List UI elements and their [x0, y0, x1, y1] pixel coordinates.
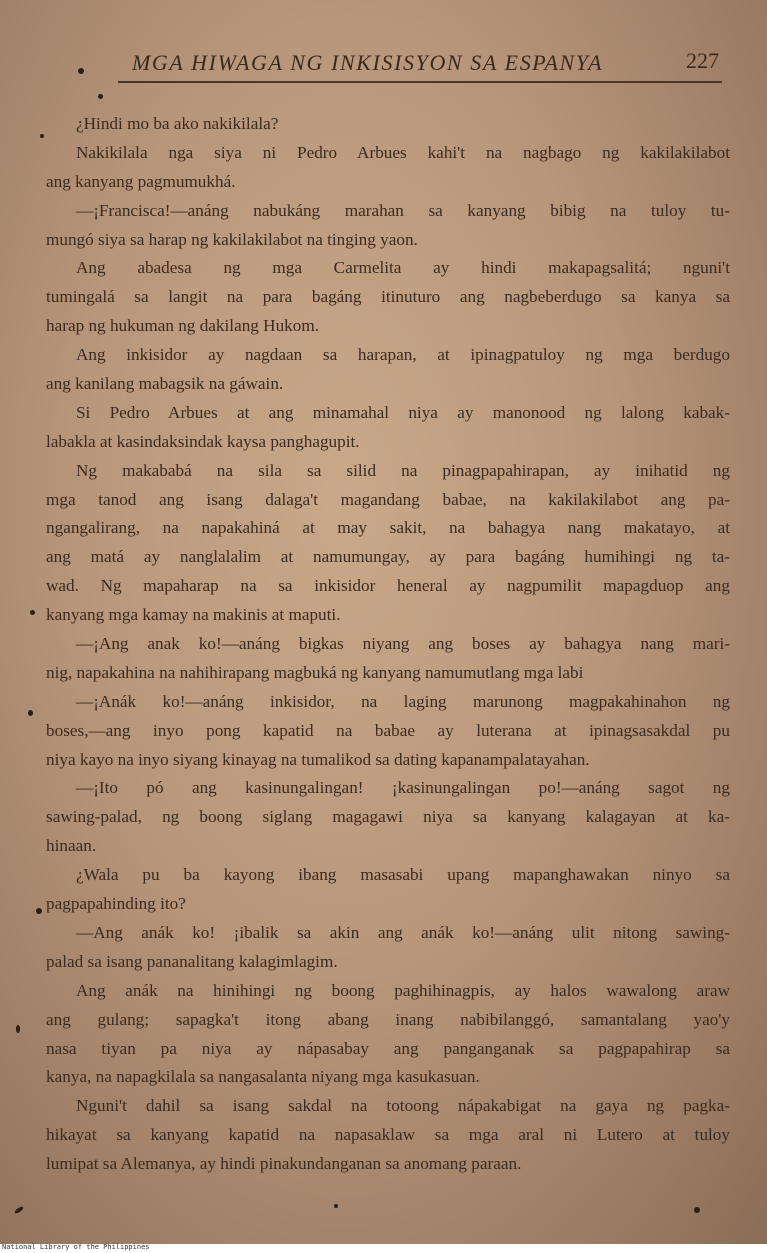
- paragraph: [46, 1092, 730, 1179]
- paragraph: [46, 977, 730, 1093]
- scan-speck: [30, 610, 35, 615]
- text-line: Si Pedro Arbues at ang minamahal niya ay manonood ng lalong kabak-: [76, 402, 730, 422]
- text-line: Ang anák na hinihingi ng boong paghihinagpis, ay halos wawalong araw: [76, 980, 730, 1000]
- text-line: Ng makababá na sila sa silid na pinagpapahirapan, ay inihatid ng: [76, 460, 730, 480]
- paragraph: [46, 254, 730, 341]
- text-line: harap ng hukuman ng dakilang Hukom.: [46, 316, 320, 336]
- text-line: pagpapahinding ito?: [46, 894, 186, 914]
- scan-speck: [16, 1025, 20, 1033]
- text-line: nig, napakahina na nahihirapang magbuká ng kanyang namumutlang mga labi: [46, 662, 584, 682]
- library-credit: National Library of the Philippines: [2, 1243, 150, 1251]
- scan-speck: [28, 710, 33, 716]
- header-rule: [118, 81, 722, 83]
- page-header: [0, 44, 767, 84]
- paragraph: [46, 139, 730, 197]
- text-line: —Ang anák ko! ¡ibalik sa akin ang anák ko!—anáng ulit nitong sawing-: [76, 922, 730, 942]
- text-line: ang kanilang mabagsik na gáwain.: [46, 374, 284, 394]
- text-line: —¡Ito pó ang kasinungalingan! ¡kasinungalingan po!—anáng sagot ng: [76, 778, 730, 798]
- text-line: Nakikilala nga siya ni Pedro Arbues kahi't na nagbago ng kakilakilabot: [76, 142, 730, 162]
- text-line: ngangalirang, na napakahiná at may sakit, na bahagya nang makatayo, at: [46, 518, 730, 538]
- scan-speck: [78, 68, 84, 74]
- text-line: Nguni't dahil sa isang sakdal na totoong nápakabigat na gaya ng pagka-: [76, 1096, 730, 1116]
- text-line: lumipat sa Alemanya, ay hindi pinakundanganan sa anomang paraan.: [46, 1154, 522, 1174]
- text-line: ¿Hindi mo ba ako nakikilala?: [76, 114, 279, 133]
- scan-speck: [98, 94, 103, 99]
- text-line: kanyang mga kamay na makinis at maputi.: [46, 605, 341, 625]
- text-line: mga tanod ang isang dalaga't magandang babae, na kakilakilabot ang pa-: [46, 489, 730, 509]
- text-line: sawing-palad, ng boong siglang magagawi niya sa kanyang kalagayan at ka-: [46, 807, 730, 827]
- text-line: labakla at kasindaksindak kaysa panghagupit.: [46, 431, 360, 451]
- running-head: MGA HIWAGA NG INKISISYON SA ESPANYA: [132, 50, 604, 75]
- paragraph: [46, 341, 730, 399]
- scan-speck: [36, 908, 42, 914]
- text-line: palad sa isang pananalitang kalagimlagim.: [46, 951, 338, 971]
- text-line: ang kanyang pagmumukhá.: [46, 171, 236, 191]
- paragraph: [46, 399, 730, 457]
- scan-speck: [14, 1205, 24, 1214]
- text-line: —¡Anák ko!—anáng inkisidor, na laging marunong magpakahinahon ng: [76, 691, 730, 711]
- paragraph: [46, 688, 730, 775]
- text-line: ang gulang; sapagka't itong abang inang nabibilanggó, samantalang yao'y: [46, 1009, 730, 1029]
- text-line: tumingalá sa langit na para bagáng itinuturo ang nagbeberdugo sa kanya sa: [46, 287, 730, 307]
- text-line: wad. Ng mapaharap na sa inkisidor heneral ay nagpumilit mapagduop ang: [46, 576, 730, 596]
- text-line: hinaan.: [46, 836, 97, 856]
- paragraph: [46, 110, 730, 139]
- text-line: boses,—ang inyo pong kapatid na babae ay luterana at ipinagsasakdal pu: [46, 720, 730, 740]
- text-line: Ang abadesa ng mga Carmelita ay hindi makapagsalitá; nguni't: [76, 258, 730, 278]
- paragraph: [46, 919, 730, 977]
- scan-speck: [334, 1204, 338, 1208]
- page-number: 227: [686, 48, 719, 73]
- paragraph: [46, 861, 730, 919]
- footer: [0, 1244, 767, 1253]
- paragraph: [46, 197, 730, 255]
- paragraph: [46, 457, 730, 630]
- text-line: —¡Francisca!—anáng nabukáng marahan sa kanyang bibig na tuloy tu-: [76, 200, 730, 220]
- text-line: hikayat sa kanyang kapatid na napasaklaw sa mga aral ni Lutero at tuloy: [46, 1125, 730, 1145]
- text-line: ang matá ay nanglalalim at namumungay, ay para bagáng humihingi ng ta-: [46, 547, 730, 567]
- text-line: —¡Ang anak ko!—anáng bigkas niyang ang boses ay bahagya nang mari-: [76, 634, 730, 654]
- text-line: kanya, na napagkilala sa nangasalanta niyang mga kasukasuan.: [46, 1067, 480, 1087]
- scan-speck: [40, 134, 44, 138]
- paragraph: [46, 630, 730, 688]
- text-line: Ang inkisidor ay nagdaan sa harapan, at ipinagpatuloy ng mga berdugo: [76, 345, 730, 365]
- text-line: nasa tiyan pa niya ay nápasabay ang panganganak sa pagpapahirap sa: [46, 1038, 730, 1058]
- scan-speck: [694, 1207, 700, 1213]
- text-line: niya kayo na inyo siyang kinayag na tumalikod sa dating kapanampalatayahan.: [46, 749, 590, 769]
- text-line: mungó siya sa harap ng kakilakilabot na tinging yaon.: [46, 229, 418, 249]
- paragraph: [46, 774, 730, 861]
- body-text: [46, 110, 730, 1179]
- text-line: ¿Wala pu ba kayong ibang masasabi upang mapanghawakan ninyo sa: [76, 865, 730, 885]
